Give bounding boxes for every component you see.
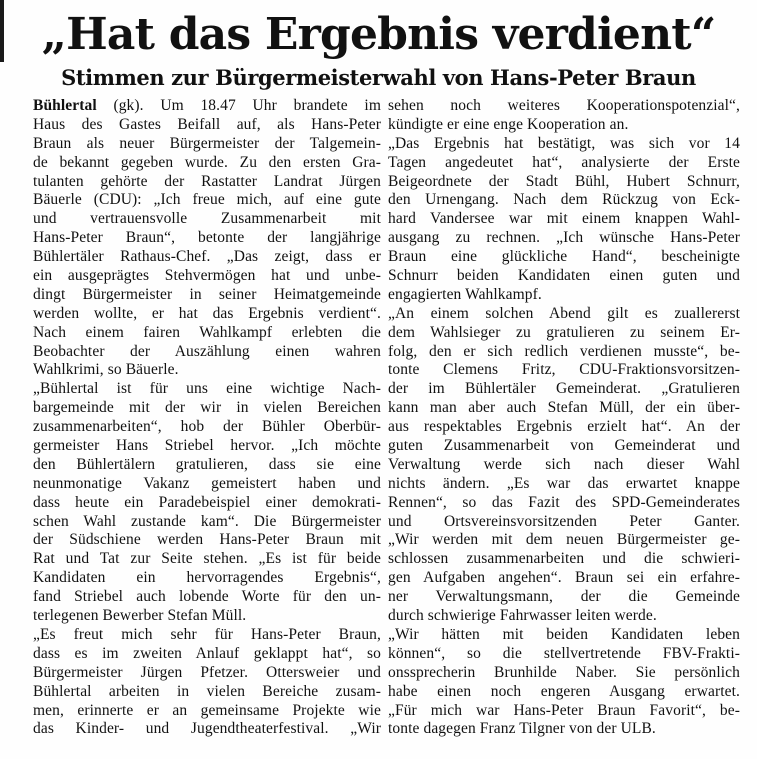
text-line: das Kinder- und Jugendtheaterfestival. „Wir: [33, 720, 381, 738]
text-line: „An einem solchen Abend gilt es zuallererst: [388, 304, 740, 322]
text-line: der Südschiene werden Hans-Peter Braun mit: [33, 531, 381, 549]
text-line: Hans-Peter Braun“, betonte der langjährige: [33, 229, 381, 247]
dateline: Bühlertal: [33, 97, 97, 114]
text-line: „Für mich war Hans-Peter Braun Favorit“, be-: [388, 701, 740, 719]
text-line: aus respektables Ergebnis erzielt hat“. An der: [388, 418, 740, 436]
text-line: Haus des Gastes Beifall auf, als Hans-Peter: [33, 115, 381, 133]
text-line-rest: (gk). Um 18.47 Uhr brandete im: [96, 97, 381, 114]
text-line: dass heute ein Paradebeispiel einer demokrati-: [33, 493, 381, 511]
text-line: ein ausgeprägtes Stehvermögen hat und unbe-: [33, 267, 381, 285]
text-line: folg, den er sich redlich verdienen musste“, be-: [388, 342, 740, 360]
text-line: Nach einem fairen Wahlkampf erlebten die: [33, 323, 381, 341]
text-line: durch schwierige Fahrwasser leiten werde.: [388, 607, 657, 625]
text-line: Rat und Tat zur Seite stehen. „Es ist für beide: [33, 550, 381, 568]
text-line: den Bühlertälern gratulieren, dass sie eine: [33, 455, 381, 473]
text-line: tonte Clemens Fritz, CDU-Fraktionsvorsitzen-: [388, 361, 740, 379]
text-line: „Wir werden mit dem neuen Bürgermeister ge-: [388, 531, 740, 549]
text-line: den Urnengang. Nach dem Rückzug von Eck-: [388, 191, 740, 209]
text-line: men, erinnerte er an gemeinsame Projekte wie: [33, 701, 381, 719]
text-line: Braun eine glückliche Hand“, bescheinigte: [388, 248, 740, 266]
text-line: Braun als neuer Bürgermeister der Talgemein-: [33, 134, 381, 152]
text-line: Rennen“, so das Fazit des SPD-Gemeinderates: [388, 493, 740, 511]
text-line: hard Vandersee war mit einem knappen Wahl-: [388, 210, 740, 228]
headline: „Hat das Ergebnis verdient“: [41, 9, 716, 60]
text-line: [33, 97, 381, 116]
text-line: Bühlertäler Rathaus-Chef. „Das zeigt, dass er: [33, 248, 381, 266]
text-line: tonte dagegen Franz Tilgner von der ULB.: [388, 720, 656, 738]
text-line: schen Wahl zustande kam“. Die Bürgermeister: [33, 512, 381, 530]
text-line: kann man aber auch Stefan Müll, der ein über-: [388, 399, 740, 417]
text-line: germeister Hans Striebel hervor. „Ich möchte: [33, 437, 381, 455]
text-line: engagierten Wahlkampf.: [388, 285, 542, 303]
text-line: schlossen zusammenarbeiten und die schwieri-: [388, 550, 740, 568]
text-line: Verwaltung werde sich nach dieser Wahl: [388, 455, 740, 473]
text-line: dass es im zweiten Anlauf geklappt hat“, so: [33, 644, 381, 662]
text-line: sehen noch weiteres Kooperationspotenzial“,: [388, 97, 740, 114]
text-line: Kandidaten ein hervorragendes Ergebnis“,: [33, 569, 381, 587]
text-line: tulanten gehörte der Rastatter Landrat Jürgen: [33, 172, 381, 190]
text-line: der im Bühlertäler Gemeinderat. „Gratulieren: [388, 380, 740, 398]
text-line: und vertrauensvolle Zusammenarbeit mit: [33, 210, 381, 228]
text-line: „Wir hätten mit beiden Kandidaten leben: [388, 625, 740, 643]
text-line: dem Wahlsieger zu gratulieren zu seinem Er-: [388, 323, 740, 341]
text-line: „Bühlertal ist für uns eine wichtige Nach-: [33, 380, 381, 398]
text-line: werden wollte, er hat das Ergebnis verdient“.: [33, 304, 381, 322]
text-line: onssprecherin Brunhilde Naber. Sie persönlich: [388, 663, 740, 681]
text-line: „Das Ergebnis hat bestätigt, was sich vor 14: [388, 134, 740, 152]
subheadline: Stimmen zur Bürgermeisterwahl von Hans-Peter Braun: [61, 65, 696, 90]
text-line: zusammenarbeiten“, hob der Bühler Oberbür-: [33, 418, 381, 436]
text-line: terlegenen Bewerber Stefan Müll.: [33, 607, 247, 625]
text-line: können“, so die stellvertretende FBV-Frakti-: [388, 644, 740, 662]
text-line: Wahlkrimi, so Bäuerle.: [33, 361, 179, 379]
text-line: kündigte er eine enge Kooperation an.: [388, 115, 629, 133]
text-line: Schnurr beiden Kandidaten einen guten und: [388, 267, 740, 285]
text-line: fand Striebel auch lobende Worte für den un-: [33, 588, 381, 606]
text-line: ner Verwaltungsmann, der die Gemeinde: [388, 588, 740, 606]
article-column-left: [33, 97, 381, 739]
text-line: und Ortsvereinsvorsitzenden Peter Ganter.: [388, 512, 740, 530]
text-line: Bäuerle (CDU): „Ich freue mich, auf eine gute: [33, 191, 381, 209]
text-line: ausgang zu rechnen. „Ich wünsche Hans-Peter: [388, 229, 740, 247]
text-line: Tagen angedeutet hat“, analysierte der Erste: [388, 153, 740, 171]
text-line: „Es freut mich sehr für Hans-Peter Braun,: [33, 625, 381, 643]
text-line: dingt Bürgermeister in seiner Heimatgemeinde: [33, 285, 381, 303]
article-column-right: [388, 97, 740, 739]
text-line: nichts ändern. „Es war das erwartet knappe: [388, 474, 740, 492]
text-line: de bekannt gegeben wurde. Zu den ersten Gra-: [33, 153, 381, 171]
text-line: gen Aufgaben angehen“. Braun sei ein erfahre-: [388, 569, 740, 587]
text-line: guten Zusammenarbeit von Gemeinderat und: [388, 437, 740, 455]
text-line: bargemeinde mit der wir in vielen Bereichen: [33, 399, 381, 417]
text-line: neunmonatige Vakanz gemeistert haben und: [33, 474, 381, 492]
text-line: Bühlertal arbeiten in vielen Bereiche zusam-: [33, 682, 381, 700]
text-line: Beigeordnete der Stadt Bühl, Hubert Schnurr,: [388, 172, 740, 190]
text-line: Beobachter der Auszählung einen wahren: [33, 342, 381, 360]
text-line: Bürgermeister Jürgen Pfetzer. Ottersweier und: [33, 663, 381, 681]
text-line: habe einen noch engeren Ausgang erwartet.: [388, 682, 740, 700]
